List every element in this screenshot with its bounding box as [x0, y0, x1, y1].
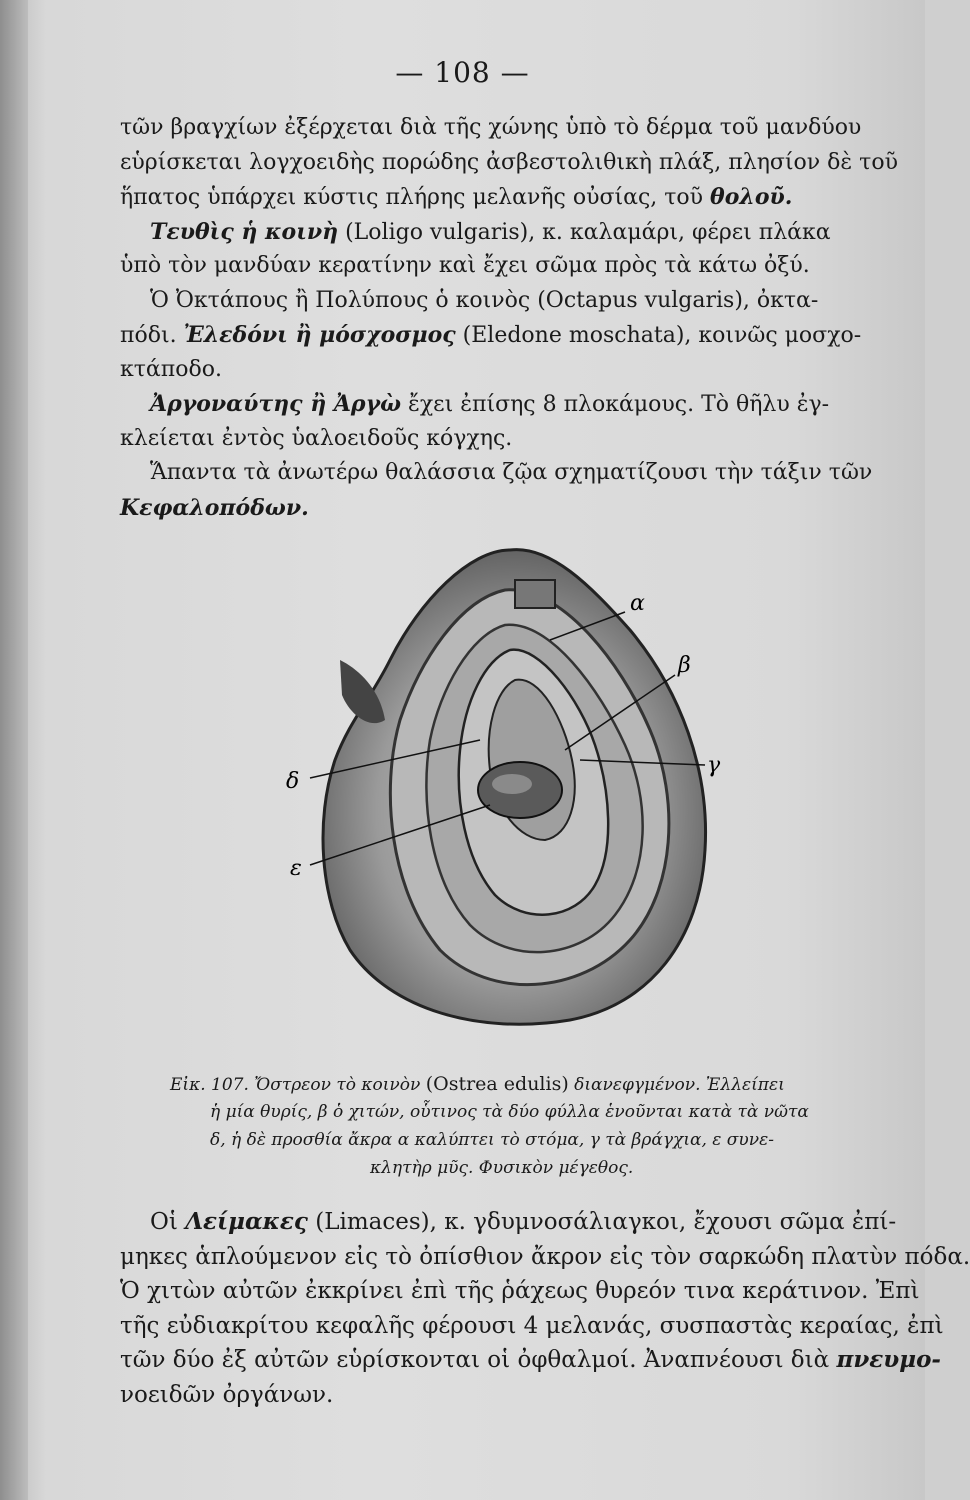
lower-text-block [120, 1205, 970, 1412]
text-line [120, 318, 915, 353]
term-teuthis: Τευθὶς ἡ κοινὴ [150, 218, 339, 245]
text-line [120, 215, 915, 250]
caption-segment: Εἰκ. 107. Ὄστρεον τὸ κοινὸν [170, 1075, 426, 1095]
label-b: β [678, 653, 691, 678]
caption-latin-name: (Ostrea edulis) [425, 1073, 569, 1095]
caption-line: κλητὴρ μῦς. Φυσικὸν μέγεθος. [370, 1158, 634, 1178]
adductor-highlight [492, 774, 532, 794]
text-line [120, 180, 915, 215]
text-line [120, 387, 915, 422]
term-kefalopodon: Κεφαλοπόδων. [120, 494, 309, 521]
term-eledoni: Ἐλεδόνι ἢ μόσχοσμος [183, 322, 456, 348]
text-line: τῶν βραγχίων ἐξέρχεται διὰ τῆς χώνης ὑπὸ τὸ δέρμα τοῦ μανδύου [120, 115, 862, 140]
book-spine-shadow [0, 0, 28, 1500]
text-line: ὑπὸ τὸν μανδύαν κερατίνην καὶ ἔχει σῶμα πρὸς τὰ κάτω ὀξύ. [120, 253, 810, 278]
oyster-illustration [280, 540, 720, 1040]
term-pneumo: πνευμο- [836, 1346, 941, 1373]
text-segment: ἔχει ἐπίσης 8 πλοκάμους. Τὸ θῆλυ ἐγ- [401, 392, 830, 417]
text-segment: τῶν δύο ἐξ αὐτῶν εὑρίσκονται οἱ ὀφθαλμοί. Ἀναπνέουσι διὰ [120, 1347, 837, 1373]
caption-segment: διανεφγμένον. Ἐλλείπει [568, 1075, 785, 1095]
text-line [120, 1205, 915, 1240]
upper-text-block [120, 111, 915, 525]
text-line: τῆς εὐδιακρίτου κεφαλῆς φέρουσι 4 μελανάς, συσπαστὰς κεραίας, ἐπὶ [120, 1312, 944, 1339]
label-a: α [630, 591, 645, 616]
term-tholou: θολοῦ. [710, 184, 793, 210]
caption-line: δ, ἡ δὲ προσθία ἄκρα α καλύπτει τὸ στόμα, γ τὰ βράγχια, ε συνε- [210, 1130, 774, 1150]
text-line: κτάποδο. [120, 356, 222, 382]
text-segment: (Loligo vulgaris), κ. καλαμάρι, φέρει πλάκα [338, 219, 831, 245]
text-segment: ἥπατος ὑπάρχει κύστις πλήρης μελανῆς οὐσίας, τοῦ [120, 185, 704, 210]
text-segment: Οἱ [150, 1209, 186, 1235]
text-segment: (Limaces), κ. γδυμνοσάλιαγκοι, ἔχουσι σῶμα ἐπί- [307, 1209, 897, 1235]
text-line: κλείεται ἐντὸς ὑαλοειδοῦς κόγχης. [120, 425, 513, 451]
label-g: γ [707, 753, 721, 778]
hinge-ligament [515, 580, 555, 608]
text-line: εὑρίσκεται λογχοειδὴς πορώδης ἀσβεστολιθικὴ πλάξ, πλησίον δὲ τοῦ [120, 149, 898, 175]
text-segment: (Eledone moschata), κοινῶς μοσχο- [455, 323, 862, 348]
text-line: Ἅπαντα τὰ ἀνωτέρω θαλάσσια ζῷα σχηματίζουσι τὴν τάξιν τῶν [150, 460, 873, 485]
text-line: μηκες ἁπλούμενον εἰς τὸ ὀπίσθιον ἄκρον εἰς τὸν σαρκώδη πλατὺν πόδα. [120, 1243, 970, 1270]
text-line: Ὁ χιτὼν αὐτῶν ἐκκρίνει ἐπὶ τῆς ῥάχεως θυρεόν τινα κεράτινον. Ἐπὶ [120, 1278, 920, 1304]
page-number: — 108 — [395, 56, 530, 89]
term-argonautis: Ἀργοναύτης ἢ Ἀργὼ [150, 391, 402, 417]
term-leimakes: Λείμακες [185, 1208, 308, 1235]
label-d: δ [286, 769, 300, 794]
label-e: ε [290, 856, 302, 881]
figure-caption [170, 1070, 890, 1182]
text-line [120, 1343, 941, 1378]
text-line: Ὁ Ὀκτάπους ἢ Πολύπους ὁ κοινὸς (Octapus vulgaris), ὀκτα- [150, 287, 819, 313]
text-segment: πόδι. [120, 323, 184, 348]
caption-line [170, 1070, 890, 1098]
text-line: νοειδῶν ὀργάνων. [120, 1381, 334, 1408]
caption-line: ἡ μία θυρίς, β ὁ χιτών, οὗτινος τὰ δύο φύλλα ἑνοῦνται κατὰ τὰ νῶτα [210, 1102, 809, 1122]
